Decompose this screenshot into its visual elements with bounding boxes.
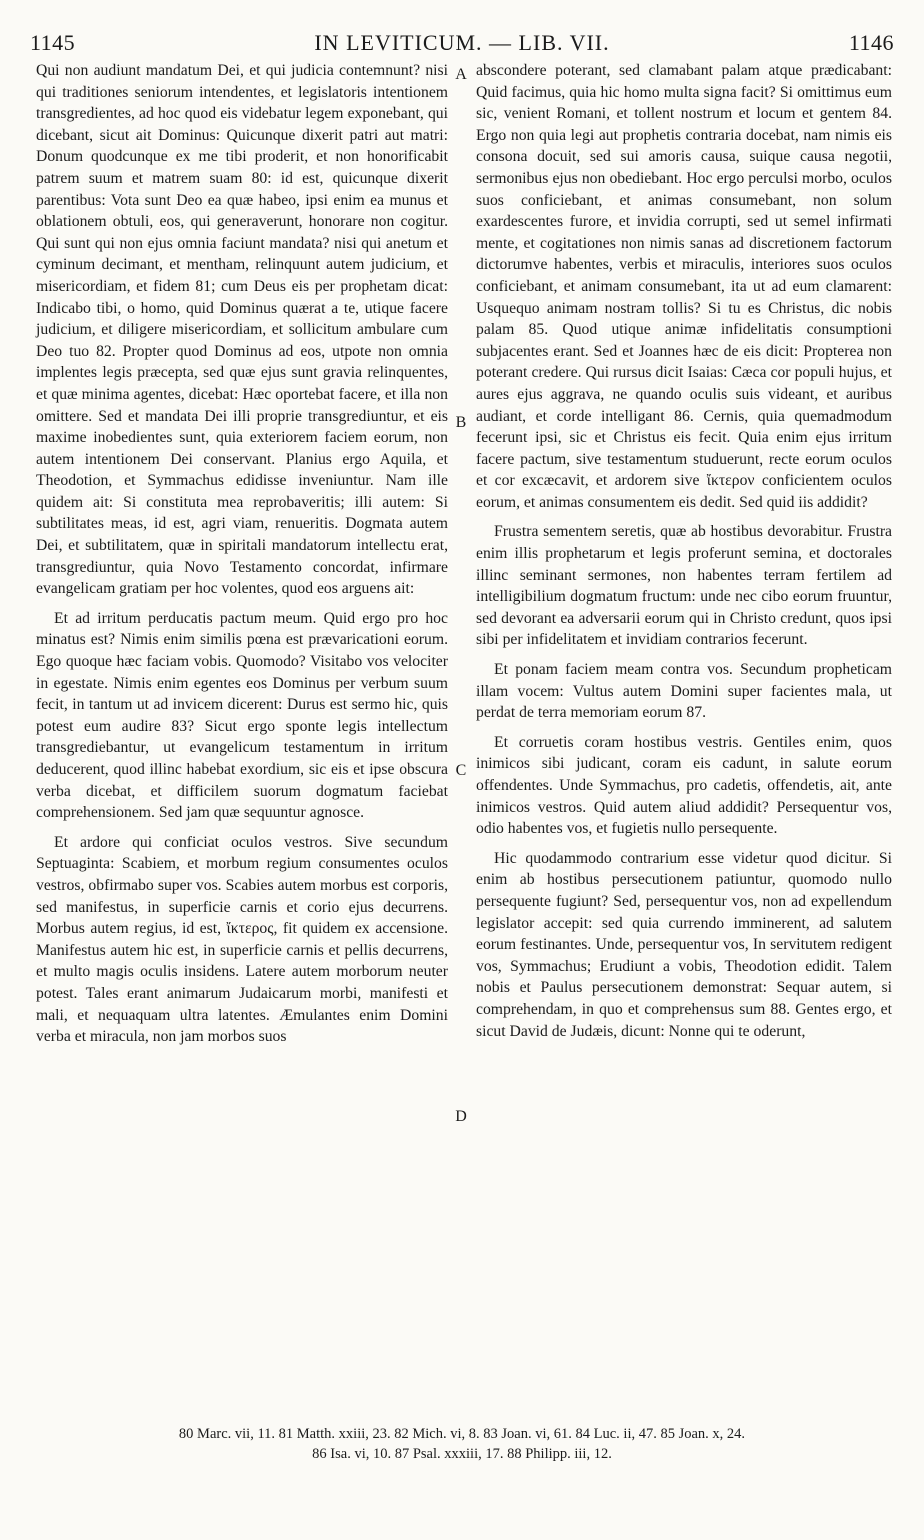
running-title: IN LEVITICUM. — LIB. VII.: [314, 30, 610, 55]
left-column: [36, 60, 448, 1048]
paragraph: Frustra sementem seretis, quæ ab hostibus devorabitur. Frustra enim illis prophetarum et legis proferunt semina, et doctorales illinc seminant sermones, non habentes terram fertilem ad intelligibilium dogmatum fructum: unde nec cibo eorum fruuntur, sed devorant ea adversarii eorum qui in Christo credunt, quos ipsi sibi per infidelitatem et invidiam contrarios fecerunt.: [476, 523, 892, 649]
footnote-line: 86 Isa. vi, 10. 87 Psal. xxxiii, 17. 88 Philipp. iii, 12.: [312, 1446, 612, 1462]
paragraph: Qui non audiunt mandatum Dei, et qui judicia contemnunt? nisi qui traditiones seniorum intendentes, et legislatoris intentionem transgredientes, ad hoc quod eis videbatur legem exponebant, qui dicebant, sicut ait Dominus: Quicunque dixerit patri aut matri: Donum quodcunque ex me tibi proderit, et non honorificabit patrem suum et matrem suam 80: id est, quicunque dixerit parentibus: Vota sunt Deo ea quæ habeo, ipsi enim ea munus et oblationem obtuli, eos, qui generaverunt, honorare non cogitur. Qui sunt qui non ejus omnia faciunt mandata? nisi qui anetum et cyminum decimant, et mentham, relinquunt autem judicium, et misericordiam, et fidem 81; cum Deus eis per prophetam dicat: Indicabo tibi, o homo, quid Dominus quærat a te, utique facere judicium, et diligere misericordiam, et sollicitum ambulare cum Deo tuo 82. Propter quod Dominus ad eos, utpote non omnia implentes legis præcepta, sed quæ ejus sunt gravia relinquentes, et quæ minima agentes, dicebat: Hæc oportebat facere, et illa non omittere. Sed et mandata Dei illi proprie transgrediuntur, et eis maxime inobedientes sunt, quia exteriorem faciem eorum, non autem intentionem Dei conservant. Planius ergo Aquila, et Theodotion, et Symmachus edidisse inveniuntur. Nam ille quidem ait: Si constituta mea reprobaveritis; illi autem: Si subtilitates meas, id est, agri viam, renueritis. Dogmata autem Dei, et subtilitatem, quæ in spiritali mandatorum intellectu erat, transgrediuntur, quia Novo Testamento concordat, infirmare evangelicam gratiam per hoc volentes, quod eos arguens ait:: [36, 62, 448, 598]
margin-letter-a: A: [455, 66, 467, 83]
paragraph: Et ponam faciem meam contra vos. Secundum propheticam illam vocem: Vultus autem Domini super facientes mala, ut perdat de terra memoriam eorum 87.: [476, 661, 892, 722]
margin-letter-d: D: [455, 1108, 467, 1125]
paragraph: Hic quodammodo contrarium esse videtur quod dicitur. Si enim ab hostibus persecutionem patiuntur, quomodo nullo persequente fugiunt? Sed, persequentur vos, non ad expellendum legislator accepit: sed quia currendo imminerent, ad salutem eorum festinantes. Unde, persequentur vos, In servitutem redigent vos, Symmachus; Erudiunt a vobis, Theodotion edidit. Talem nobis et Paulus persecutionem demonstrat: Sequar autem, si comprehendam, in quo et comprehensus sum 88. Gentes ergo, et sicut David de Judæis, dicunt: Nonne qui te oderunt,: [476, 849, 892, 1040]
footnote-line: 80 Marc. vii, 11. 81 Matth. xxiii, 23. 82 Mich. vi, 8. 83 Joan. vi, 61. 84 Luc. ii, 47. 85 Joan. x, 24.: [178, 1426, 746, 1442]
page-number-right: 1146: [848, 30, 894, 55]
margin-letter-b: B: [455, 414, 467, 431]
paragraph: Et ad irritum perducatis pactum meum. Quid ergo pro hoc minatus est? Nimis enim similis pœna est prævaricationi eorum. Ego quoque hæc faciam vobis. Quomodo? Visitabo vos velociter in egestate. Nimis enim egentes eos Dominus per verbum suum fecit, in tantum ut ad invicem dicerent: Durus est sermo hic, quis potest eum audire 83? Sicut ergo sponte legis intellectum transgrediebantur, ut evangelicum testamentum in irritum deducerent, quod illinc habebat exordium, sic eis et ipse obscura verba dicebat, et difficilem suorum dogmatum faciebat comprehensionem. Sed jam quæ sequuntur agnosce.: [36, 609, 448, 822]
paragraph: Et corruetis coram hostibus vestris. Gentiles enim, quos inimicos sibi judicant, coram eis cadunt, in salute eorum offendentes. Unde Symmachus, pro cadetis, offendetis, ait, ante inimicos vestros. Quid autem aliud addidit? Persequentur vos, odio habentes vos, et fugietis nullo persequente.: [476, 733, 892, 838]
paragraph: Et ardore qui conficiat oculos vestros. Sive secundum Septuaginta: Scabiem, et morbum regium consumentes oculos vestros, obfirmabo super vos. Scabies autem morbus est corporis, sed manifestus, in superficie carnis et corio ejus decurrens. Morbus autem regius, id est, ἴκτερος, fit quidem ex accensione. Manifestus autem hic est, in superficie carnis et pellis decurrens, et multo magis oculis insidens. Latere autem morborum neuter potest. Tales erant animarum Judaicarum morbi, manifesti et mali, et nequaquam ultra latentes. Æmulantes enim Domini verba et miracula, non jam morbos suos: [36, 833, 448, 1046]
running-header: [30, 30, 894, 58]
footnotes: [30, 1424, 894, 1464]
paragraph: abscondere poterant, sed clamabant palam atque prædicabant: Quid facimus, quia hic homo multa signa facit? Si omittimus eum sic, venient Romani, et tollent nostrum et locum et gentem 84. Ergo non quia legi aut prophetis contraria docebat, nam nimis eis consona docuit, sed sui amoris causa, suique causa negotii, sermonibus ejus non obediebant. Hoc ergo perculsi morbo, oculos suos conficiebant, et animas consumebant, non solum exardescentes furore, et invidia corrupti, sed ut semel infirmati mente, et cogitationes non nimis sanas ad discretionem factorum dictorumve habentes, verbis et miraculis, interiores suos oculos conficiebant, et animam consumebant, ita ut ad eum clamarent: Usquequo animam nostram tollis? Si tu es Christus, dic nobis palam 85. Quod utique animæ infidelitatis consumptioni subjacentes erant. Sed et Joannes hæc de eis dicit: Propterea non poterant credere. Qui rursus dicit Isaias: Cæca cor populi hujus, et aures ejus aggrava, ne quando oculis suis videant, et auribus audiant, et corde intelligant 86. Cernis, quia quemadmodum fecerunt ipsi, sic et Christus eis fecit. Quia enim ejus irritum facere pactum, sive testamentum studuerunt, recte eorum oculos et cor excæcavit, et ardorem sive ἴκτερον conficientem oculos eorum, et animas consumentem eis dedit. Sed quid iis addidit?: [476, 62, 892, 511]
right-column: [476, 60, 892, 1042]
margin-letter-c: C: [455, 762, 467, 779]
page-number-left: 1145: [30, 30, 76, 55]
